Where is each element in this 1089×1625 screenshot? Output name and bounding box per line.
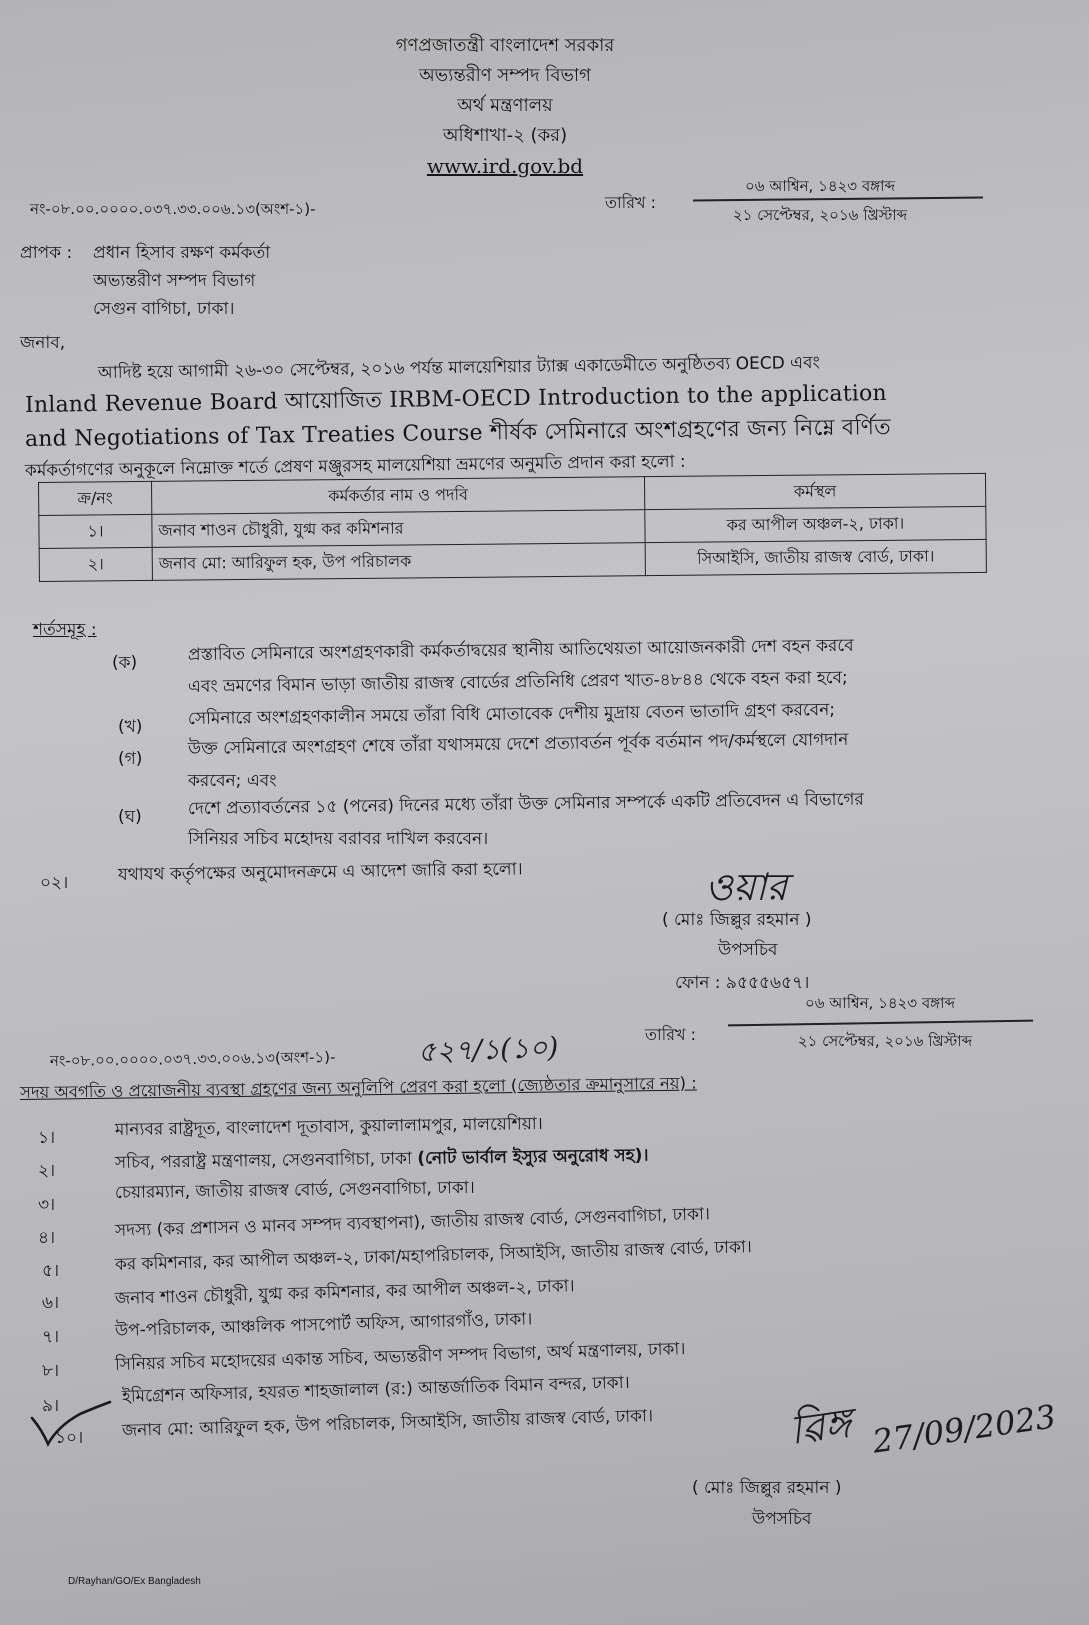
condition-gha-line-1: দেশে প্রত্যাবর্তনের ১৫ (পনের) দিনের মধ্যে তাঁরা উক্ত সেমিনার সম্পর্কে একটি প্রতিবেদন এ বিভাগের — [187, 789, 864, 819]
cell-name: জনাব মো: আরিফুল হক, উপ পরিচালক — [152, 543, 645, 581]
letterhead-line-3: অর্থ মন্ত্রণালয় — [457, 95, 553, 116]
handwritten-memo-number: ৫২৭/১(১০) — [417, 1030, 559, 1069]
copy-recipient-num: ১০। — [55, 1428, 84, 1448]
date-bangla: ০৬ আশ্বিন, ১৪২৩ বঙ্গাব্দ — [744, 177, 896, 195]
cell-workplace: কর আপীল অঞ্চল-২, ঢাকা। — [645, 506, 986, 542]
conditions-title: শর্তসমূহ : — [33, 620, 97, 640]
copy-date-bangla: ০৬ আশ্বিন, ১৪২৩ বঙ্গাব্দ — [804, 994, 956, 1012]
date-label: তারিখ : — [605, 193, 657, 212]
copy-recipient-num: ৮। — [42, 1361, 60, 1381]
condition-ka-line-1: প্রস্তাবিত সেমিনারে অংশগ্রহণকারী কর্মকর্তাদ্বয়ের স্থানীয় আতিথেয়তা আয়োজনকারী দেশ বহন করবে — [187, 635, 854, 665]
copy-recipient-num: ২। — [38, 1161, 56, 1181]
handwritten-date: 27/09/2023 — [870, 1397, 1059, 1461]
header-workplace: কর্মস্থল — [644, 473, 985, 509]
copy-recipient-text: জনাব শাওন চৌধুরী, যুগ্ম কর কমিশনার, কর আপীল অঞ্চল-২, ঢাকা। — [114, 1276, 575, 1309]
body-paragraph-line-3: and Negotiations of Tax Treaties Course শীর্ষক সেমিনারে অংশগ্রহণের জন্য নিম্নে বর্ণিত — [24, 414, 892, 452]
copy-recipient-text: সদস্য (কর প্রশাসন ও মানব সম্পদ ব্যবস্থাপনা), জাতীয় রাজস্ব বোর্ড, সেগুনবাগিচা, ঢাকা। — [114, 1204, 711, 1241]
memo-reference: নং-০৮.০০.০০০০.০৩৭.৩৩.০০৬.১৩(অংশ-১)- — [30, 200, 316, 218]
condition-key-ga: (গ) — [118, 749, 143, 769]
signatory-2-designation: উপসচিব — [752, 1509, 812, 1529]
condition-key-ka: (ক) — [112, 653, 138, 673]
signatory-1-designation: উপসচিব — [718, 940, 778, 960]
recipient-line-3: সেগুন বাগিচা, ঢাকা। — [93, 299, 235, 319]
copy-recipient-num: ৬। — [42, 1293, 60, 1313]
body-paragraph-line-2: Inland Revenue Board আয়োজিত IRBM-OECD Introduction to the application — [24, 380, 888, 418]
copy-recipient-note-verbale: (নোট ভার্বাল ইস্যুর অনুরোধ সহ)। — [417, 1145, 649, 1169]
copy-recipient-text: চেয়ারম্যান, জাতীয় রাজস্ব বোর্ড, সেগুনবাগিচা, ঢাকা। — [114, 1177, 475, 1203]
handwritten-signature-2: ৱিঙ্গ — [786, 1399, 855, 1455]
clause-02-number: ০২। — [40, 873, 69, 893]
cell-name: জনাব শাওন চৌধুরী, যুগ্ম কর কমিশনার — [152, 510, 645, 548]
body-paragraph-line-4: কর্মকর্তাগণের অনুকূলে নিম্নোক্ত শর্তে প্রেষণ মঞ্জুরসহ মালয়েশিয়া ভ্রমণের অনুমতি প্রদান করা হলো : — [24, 451, 686, 481]
letterhead-line-4: অধিশাখা-২ (কর) — [442, 125, 568, 146]
website-url[interactable]: www.ird.gov.bd — [426, 154, 584, 178]
copy-recipient-text: জনাব মো: আরিফুল হক, উপ পরিচালক, সিআইসি, জাতীয় রাজস্ব বোর্ড, ঢাকা। — [121, 1406, 654, 1441]
copy-recipient-num: ৫। — [42, 1261, 60, 1281]
copy-date-label: তারিখ : — [645, 1025, 697, 1044]
header-name-designation: কর্মকর্তার নাম ও পদবি — [151, 477, 644, 515]
date-gregorian: ২১ সেপ্টেম্বর, ২০১৬ খ্রিস্টাব্দ — [732, 206, 908, 224]
copy-distribution-heading: সদয় অবগতি ও প্রয়োজনীয় ব্যবস্থা গ্রহণের জন্য অনুলিপি প্রেরণ করা হলো (জ্যেষ্ঠতার ক্রমানুসারে নয়) : — [19, 1073, 697, 1102]
letterhead-line-2: অভ্যন্তরীণ সম্পদ বিভাগ — [419, 65, 591, 86]
copy-recipient-text: মান্যবর রাষ্ট্রদূত, বাংলাদেশ দূতাবাস, কুয়ালালামপুর, মালয়েশিয়া। — [114, 1114, 543, 1140]
cell-workplace: সিআইসি, জাতীয় রাজস্ব বোর্ড, ঢাকা। — [645, 539, 986, 575]
signatory-1-phone: ফোন : ৯৫৫৫৬৫৭। — [675, 973, 810, 993]
officers-table — [38, 473, 987, 582]
salutation: জনাব, — [20, 333, 66, 353]
condition-kha-line-1: সেমিনারে অংশগ্রহণকালীন সময়ে তাঁরা বিধি মোতাবেক দেশীয় মুদ্রায় বেতন ভাতাদি গ্রহণ করবেন; — [187, 699, 836, 729]
footer-watermark: D/Rayhan/GO/Ex Bangladesh — [68, 1576, 201, 1587]
condition-gha-line-2: সিনিয়র সচিব মহোদয় বরাবর দাখিল করবেন। — [188, 829, 489, 849]
signatory-2-name: ( মোঃ জিল্লুর রহমান ) — [692, 1478, 842, 1498]
cell-serial: ১। — [39, 514, 152, 548]
header-serial: ক্র/নং — [39, 481, 152, 515]
recipient-line-2: অভ্যন্তরীণ সম্পদ বিভাগ — [93, 271, 256, 291]
copy-recipient-num: ৩। — [38, 1195, 56, 1215]
copy-recipient-num: ১। — [38, 1128, 56, 1148]
copy-recipient-text: সিনিয়র সচিব মহোদয়ের একান্ত সচিব, অভ্যন্তরীণ সম্পদ বিভাগ, অর্থ মন্ত্রণালয়, ঢাকা। — [114, 1339, 686, 1375]
copy-recipient-num: ৭। — [42, 1327, 60, 1347]
condition-ga-line-1: উক্ত সেমিনারে অংশগ্রহণ শেষে তাঁরা যথাসময়ে দেশে প্রত্যাবর্তন পূর্বক বর্তমান পদ/কর্মস্থলে যোগদান — [187, 729, 849, 759]
copy-recipient-text: কর কমিশনার, কর আপীল অঞ্চল-২, ঢাকা/মহাপরিচালক, সিআইসি, জাতীয় রাজস্ব বোর্ড, ঢাকা। — [114, 1237, 753, 1275]
recipient-label: প্রাপক : — [20, 243, 73, 263]
copy-date-gregorian: ২১ সেপ্টেম্বর, ২০১৬ খ্রিস্টাব্দ — [797, 1032, 973, 1050]
copy-memo-reference: নং-০৮.০০.০০০০.০৩৭.৩৩.০০৬.১৩(অংশ-১)- — [49, 1048, 336, 1070]
copy-recipient-num: ৯। — [42, 1396, 60, 1416]
cell-serial: ২। — [39, 547, 152, 581]
condition-key-gha: (ঘ) — [118, 807, 142, 827]
condition-key-kha: (খ) — [118, 717, 143, 737]
letterhead-line-1: গণপ্রজাতন্ত্রী বাংলাদেশ সরকার — [395, 35, 615, 56]
condition-ga-line-2: করবেন; এবং — [188, 771, 277, 791]
condition-ka-line-2: এবং ভ্রমণের বিমান ভাড়া জাতীয় রাজস্ব বোর্ডের প্রতিনিধি প্রেরণ খাত-৪৮৪৪ থেকে বহন করা হবে; — [187, 667, 848, 697]
copy-recipient-text: সচিব, পররাষ্ট্র মন্ত্রণালয়, সেগুনবাগিচা, ঢাকা — [114, 1148, 418, 1173]
recipient-line-1: প্রধান হিসাব রক্ষণ কর্মকর্তা — [93, 243, 271, 263]
handwritten-check-icon — [28, 1400, 118, 1450]
copy-date-divider — [728, 1020, 1033, 1026]
copy-recipient-item — [115, 1143, 649, 1178]
copy-recipient-text: উপ-পরিচালক, আঞ্চলিক পাসপোর্ট অফিস, আগারগাঁও, ঢাকা। — [114, 1309, 533, 1341]
copy-recipient-num: ৪। — [38, 1228, 56, 1248]
clause-02-text: যথাযথ কর্তৃপক্ষের অনুমোদনক্রমে এ আদেশ জারি করা হলো। — [117, 859, 523, 885]
signatory-1-name: ( মোঃ জিল্লুর রহমান ) — [662, 910, 812, 930]
copy-recipient-text: ইমিগ্রেশন অফিসার, হযরত শাহজালাল (র:) আন্তর্জাতিক বিমান বন্দর, ঢাকা। — [121, 1372, 630, 1407]
body-paragraph-line-1: আদিষ্ট হয়ে আগামী ২৬-৩০ সেপ্টেম্বর, ২০১৬ পর্যন্ত মালয়েশিয়ার ট্যাক্স একাডেমীতে অনুষ্ঠিতব্য OECD এবং — [97, 352, 820, 383]
signature-1: ওয়ার — [705, 865, 788, 909]
